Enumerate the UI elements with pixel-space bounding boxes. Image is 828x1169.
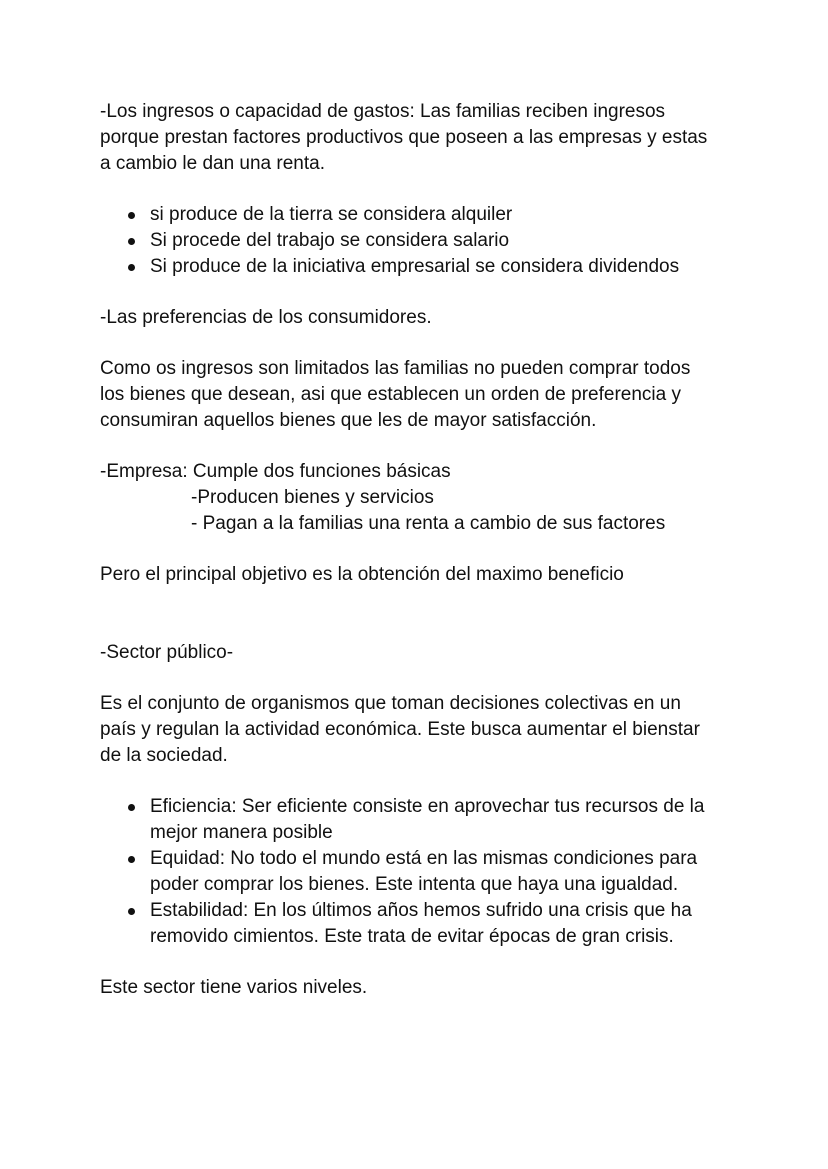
section-heading: -Sector público- bbox=[100, 642, 234, 663]
paragraph-line: -Los ingresos o capacidad de gastos: Las familias reciben ingresos bbox=[100, 101, 666, 122]
paragraph-line: Pero el principal objetivo es la obtención del maximo beneficio bbox=[100, 564, 624, 585]
paragraph-line: Es el conjunto de organismos que toman decisiones colectivas en un bbox=[100, 693, 681, 714]
list-item: Eficiencia: Ser eficiente consiste en aprovechar tus recursos de la bbox=[150, 794, 704, 820]
paragraph-line: país y regulan la actividad económica. Este busca aumentar el bienstar bbox=[100, 719, 700, 740]
section-heading: -Las preferencias de los consumidores. bbox=[100, 307, 432, 328]
list-item: Estabilidad: En los últimos años hemos sufrido una crisis que ha bbox=[150, 898, 692, 924]
paragraph-line: de la sociedad. bbox=[100, 745, 228, 766]
section-heading: -Empresa: Cumple dos funciones básicas bbox=[100, 461, 451, 482]
list-item: Equidad: No todo el mundo está en las mismas condiciones para bbox=[150, 846, 697, 872]
paragraph-line: Este sector tiene varios niveles. bbox=[100, 977, 368, 998]
list-item-continuation: removido cimientos. Este trata de evitar épocas de gran crisis. bbox=[150, 926, 674, 947]
indented-item: -Producen bienes y servicios bbox=[191, 487, 434, 508]
paragraph-line: porque prestan factores productivos que poseen a las empresas y estas bbox=[100, 127, 708, 148]
list-item: si produce de la tierra se considera alquiler bbox=[150, 202, 512, 228]
indented-item: - Pagan a la familias una renta a cambio de sus factores bbox=[191, 513, 666, 534]
paragraph-line: consumiran aquellos bienes que les de mayor satisfacción. bbox=[100, 410, 597, 431]
paragraph-line: a cambio le dan una renta. bbox=[100, 153, 325, 174]
list-item: Si procede del trabajo se considera salario bbox=[150, 228, 509, 254]
paragraph-line: Como os ingresos son limitados las familias no pueden comprar todos bbox=[100, 358, 691, 379]
list-item-continuation: poder comprar los bienes. Este intenta que haya una igualdad. bbox=[150, 874, 679, 895]
list-item: Si produce de la iniciativa empresarial se considera dividendos bbox=[150, 254, 679, 280]
list-item-continuation: mejor manera posible bbox=[150, 822, 333, 843]
paragraph-line: los bienes que desean, asi que establecen un orden de preferencia y bbox=[100, 384, 681, 405]
